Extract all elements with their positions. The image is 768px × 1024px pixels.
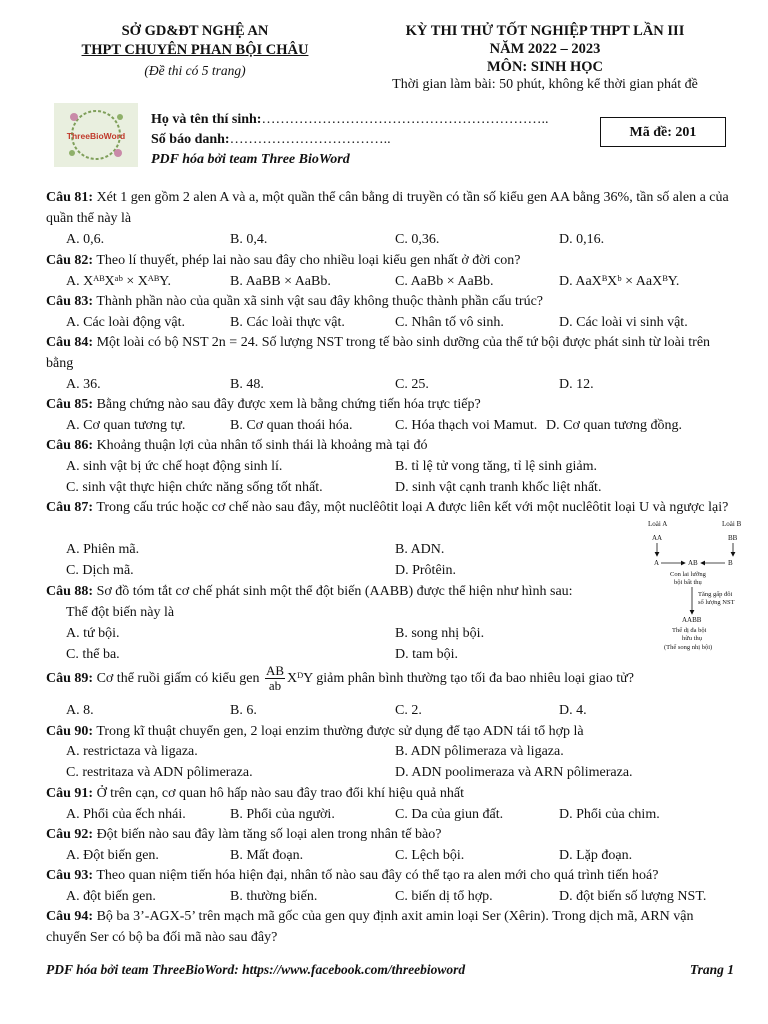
exam-subject: MÔN: SINH HỌC	[487, 59, 603, 75]
option: B. AaBB × AaBb.	[230, 274, 331, 289]
hybrid-note-2: bội bất thụ	[674, 579, 702, 586]
allopolyploid-diagram	[636, 516, 766, 656]
option: B. 48.	[230, 377, 264, 392]
option: B. Phổi của người.	[230, 807, 335, 822]
footer-credit-link[interactable]: PDF hóa bởi team ThreeBioWord: https://www.facebook.com/threebioword	[46, 962, 466, 977]
option: A. tứ bội.	[66, 626, 120, 641]
hybrid-label: AB	[688, 559, 698, 567]
option: B. ADN pôlimeraza và ligaza.	[395, 744, 564, 759]
option: B. song nhị bội.	[395, 626, 485, 641]
result-note-2: hữu thụ	[682, 635, 702, 642]
question-90-options-row1	[66, 742, 746, 763]
option: A. Phiên mã.	[66, 542, 140, 557]
question-84-options	[66, 375, 746, 396]
option: C. Nhân tố vô sinh.	[395, 315, 504, 330]
question-81-options	[66, 230, 746, 251]
gamete-a-label: A	[654, 559, 660, 567]
option: A. đột biến gen.	[66, 889, 156, 904]
question-92-options	[66, 846, 746, 867]
option: D. Các loài vi sinh vật.	[559, 315, 688, 330]
question-91-options	[66, 805, 746, 826]
exam-code-box: Mã đề: 201	[600, 117, 726, 147]
result-label: AABB	[682, 616, 702, 624]
option: A. 0,6.	[66, 232, 105, 247]
option: D. tam bội.	[395, 647, 458, 662]
page-number: Trang 1	[689, 962, 734, 977]
species-a-label: Loài A	[648, 520, 668, 528]
question-91: Câu 91: Ở trên cạn, cơ quan hô hấp nào sau đây trao đổi khí hiệu quả nhất	[46, 786, 464, 801]
option: C. Da của giun đất.	[395, 807, 504, 822]
option: B. Mất đoạn.	[230, 848, 304, 863]
question-90: Câu 90: Trong kĩ thuật chuyển gen, 2 loại enzim thường được sử dụng để tạo ADN tái tổ hợp là	[46, 724, 584, 739]
option: D. đột biến số lượng NST.	[559, 889, 707, 904]
option: D. Phổi của chim.	[559, 807, 660, 822]
option: C. Dịch mã.	[66, 563, 134, 578]
page-footer	[46, 962, 734, 978]
question-88-prompt: Thể đột biến này là	[66, 605, 175, 620]
option: A. Phổi của ếch nhái.	[66, 807, 186, 822]
question-87-options-row1	[66, 540, 626, 561]
option: C. Hóa thạch voi Mamut.	[395, 418, 538, 433]
option: C. sinh vật thực hiện chức năng sống tốt nhất.	[66, 480, 323, 495]
option: B. 0,4.	[230, 232, 268, 247]
option: A. restrictaza và ligaza.	[66, 744, 198, 759]
option: D. ADN poolimeraza và ARN pôlimeraza.	[395, 765, 633, 780]
option: A. Các loài động vật.	[66, 315, 185, 330]
question-93-options	[66, 887, 746, 908]
school-name: THPT CHUYÊN PHAN BỘI CHÂU	[81, 42, 309, 58]
question-88-options-row2	[66, 645, 626, 666]
option: C. AaBb × AaBb.	[395, 274, 494, 289]
option: C. thể ba.	[66, 647, 120, 662]
school-header	[60, 22, 330, 79]
question-86-options-row1	[66, 457, 746, 478]
question-87: Câu 87: Trong cấu trúc hoặc cơ chế nào sau đây, một nuclêôtit loại A được liên kết với một nuclêôtit loại U và ngược lại?	[46, 500, 729, 515]
question-86: Câu 86: Khoảng thuận lợi của nhân tố sinh thái là khoảng mà tại đó	[46, 438, 428, 453]
question-83-options	[66, 313, 746, 334]
department-name: SỞ GD&ĐT NGHỆ AN	[121, 23, 269, 39]
exam-year: NĂM 2022 – 2023	[489, 41, 601, 57]
exam-title: KỲ THI THỬ TỐT NGHIỆP THPT LẦN III	[405, 23, 685, 39]
option: B. Các loài thực vật.	[230, 315, 345, 330]
option: A. 36.	[66, 377, 101, 392]
species-b-label: Loài B	[722, 520, 742, 528]
option: C. Lệch bội.	[395, 848, 465, 863]
id-label: Số báo danh:	[151, 132, 230, 147]
question-86-options-row2	[66, 478, 746, 499]
result-note-3: (Thể song nhị bội)	[664, 644, 713, 651]
candidate-info	[151, 110, 548, 170]
question-87-options-row2	[66, 561, 626, 582]
result-note-1: Thể dị đa bội	[672, 627, 707, 634]
doubling-note-1: Tăng gấp đôi	[698, 591, 733, 598]
question-84: Câu 84: Một loài có bộ NST 2n = 24. Số lượng NST trong tế bào sinh dưỡng của thể tứ bội được phát sinh từ loài trên bằng	[46, 335, 711, 371]
question-92: Câu 92: Đột biến nào sau đây làm tăng số loại alen trong nhân tế bào?	[46, 827, 442, 842]
option: C. restritaza và ADN pôlimeraza.	[66, 765, 253, 780]
question-89: Câu 89: Cơ thể ruồi giấm có kiểu gen $\frac{AB}{ab}$ XᴰY giảm phân bình thường tạo tối đa bao nhiêu loại giao tử?	[46, 663, 634, 694]
gamete-b-label: B	[728, 559, 733, 567]
logo-text: ThreeBioWord	[66, 131, 126, 141]
credit-line: PDF hóa bởi team Three BioWord	[151, 152, 350, 167]
question-93: Câu 93: Theo quan niệm tiến hóa hiện đại, nhân tố nào sau đây có thể tạo ra alen mới cho quá trình tiến hoá?	[46, 868, 659, 883]
id-dots: ……………………………..	[229, 132, 391, 147]
option: D. 4.	[559, 703, 587, 718]
question-85: Câu 85: Bằng chứng nào sau đây được xem là bằng chứng tiến hóa trực tiếp?	[46, 397, 481, 412]
option: D. Lặp đoạn.	[559, 848, 633, 863]
question-94: Câu 94: Bộ ba 3’-AGX-5’ trên mạch mã gốc của gen quy định axit amin loại Ser (Xêrin). Trong dịch mã, ARN vận chuyển Ser có bộ ba đối mã nào sau đây?	[46, 909, 694, 945]
option: B. Cơ quan thoái hóa.	[230, 418, 353, 433]
name-label: Họ và tên thí sinh:	[151, 112, 262, 127]
option: C. 25.	[395, 377, 429, 392]
option: A. Đột biến gen.	[66, 848, 159, 863]
question-88-options-row1	[66, 624, 626, 645]
question-81: Câu 81: Xét 1 gen gồm 2 alen A và a, một quần thể cân bằng di truyền có tần số kiểu gen AA bằng 36%, tần số alen a của quần thể này là	[46, 190, 729, 226]
option: B. 6.	[230, 703, 257, 718]
option: D. AaXᴮXᵇ × AaXᴮY.	[559, 274, 680, 289]
question-82-options	[66, 272, 746, 293]
genotype-fraction: $\frac{AB}{ab}$	[265, 663, 285, 694]
option: C. 0,36.	[395, 232, 440, 247]
question-82: Câu 82: Theo lí thuyết, phép lai nào sau đây cho nhiều loại kiểu gen nhất ở đời con?	[46, 253, 521, 268]
option: D. sinh vật cạnh tranh khốc liệt nhất.	[395, 480, 602, 495]
page-count-note: (Đề thi có 5 trang)	[144, 63, 246, 78]
hybrid-note-1: Con lai lưỡng	[670, 571, 706, 578]
name-dots: ……………………………………………………..	[261, 112, 549, 127]
option: B. tỉ lệ tử vong tăng, tỉ lệ sinh giảm.	[395, 459, 598, 474]
option: A. XᴬᴮXᵃᵇ × XᴬᴮY.	[66, 274, 171, 289]
question-83: Câu 83: Thành phần nào của quần xã sinh vật sau đây không thuộc thành phần cấu trúc?	[46, 294, 544, 309]
question-89-options	[66, 701, 746, 722]
option: D. 12.	[559, 377, 594, 392]
option: B. thường biến.	[230, 889, 318, 904]
option: D. 0,16.	[559, 232, 605, 247]
option: D. Prôtêin.	[395, 563, 457, 578]
question-90-options-row2	[66, 763, 746, 784]
exam-header	[360, 22, 730, 93]
option: A. 8.	[66, 703, 94, 718]
aa-label: AA	[652, 534, 663, 542]
option: D. Cơ quan tương đồng.	[546, 418, 682, 433]
question-85-options	[66, 416, 746, 437]
option: A. sinh vật bị ức chế hoạt động sinh lí.	[66, 459, 283, 474]
option: C. biến dị tổ hợp.	[395, 889, 493, 904]
option: C. 2.	[395, 703, 422, 718]
option: B. ADN.	[395, 542, 445, 557]
threebioword-logo	[54, 103, 138, 167]
bb-label: BB	[728, 534, 738, 542]
doubling-note-2: số lượng NST	[698, 599, 735, 606]
option: A. Cơ quan tương tự.	[66, 418, 186, 433]
exam-duration: Thời gian làm bài: 50 phút, không kể thời gian phát đề	[392, 77, 698, 92]
question-88: Câu 88: Sơ đồ tóm tắt cơ chế phát sinh một thể đột biến (AABB) được thể hiện như hình sau:	[46, 584, 573, 599]
